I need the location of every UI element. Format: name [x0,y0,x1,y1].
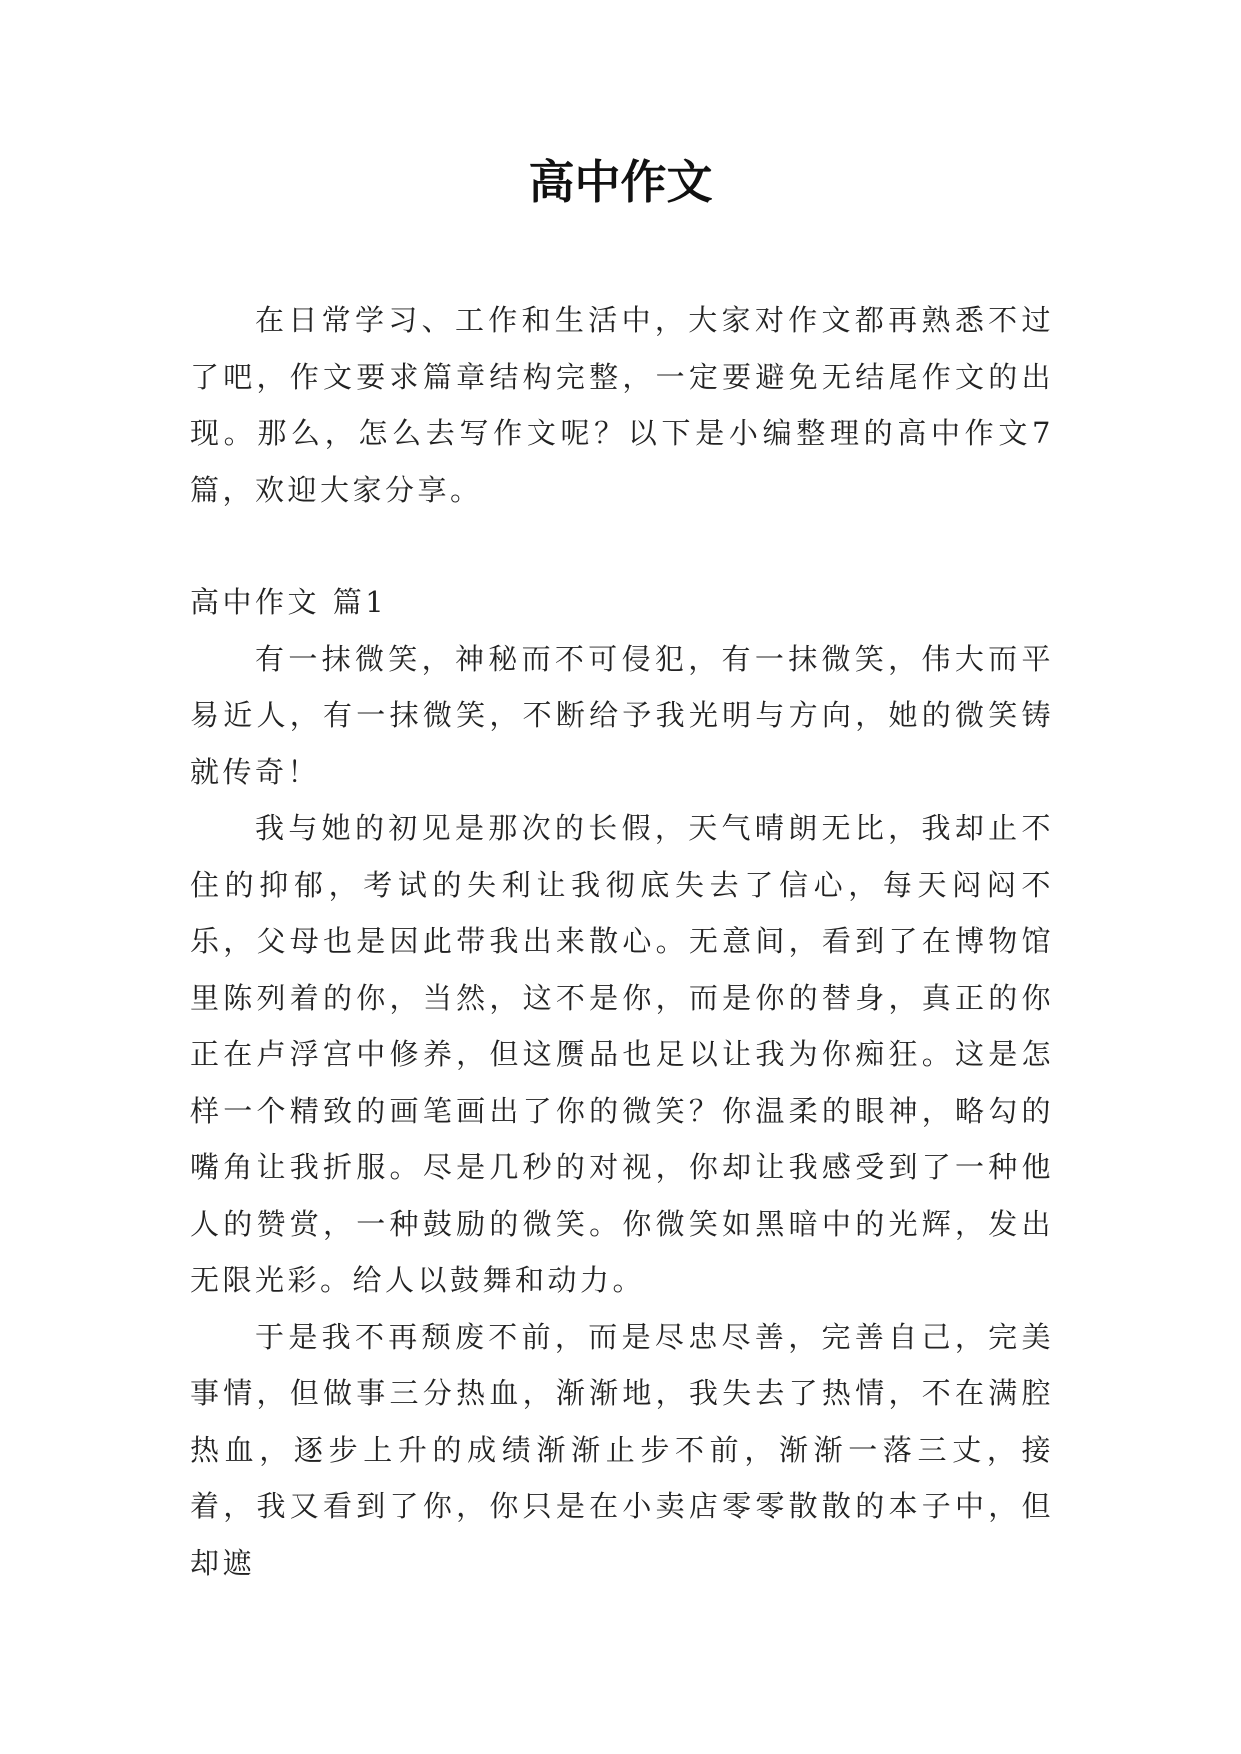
document-body [190,292,1054,1591]
body-paragraph: 有一抹微笑，神秘而不可侵犯，有一抹微笑，伟大而平易近人，有一抹微笑，不断给予我光明与方向，她的微笑铸就传奇！ [190,641,1054,789]
section-heading: 高中作文 篇1 [190,585,388,619]
document-title: 高中作文 [528,155,713,209]
body-paragraph: 于是我不再颓废不前，而是尽忠尽善，完善自己，完美事情，但做事三分热血，渐渐地，我失去了热情，不在满腔热血，逐步上升的成绩渐渐止步不前，渐渐一落三丈，接着，我又看到了你，你只是在小卖店零零散散的本子中，但却遮 [190,1319,1054,1580]
intro-paragraph: 在日常学习、工作和生活中，大家对作文都再熟悉不过了吧，作文要求篇章结构完整，一定要避免无结尾作文的出现。那么，怎么去写作文呢？以下是小编整理的高中作文7篇，欢迎大家分享。 [190,303,1054,507]
body-paragraph: 我与她的初见是那次的长假，天气晴朗无比，我却止不住的抑郁，考试的失利让我彻底失去了信心，每天闷闷不乐，父母也是因此带我出来散心。无意间，看到了在博物馆里陈列着的你，当然，这不是你，而是你的替身，真正的你正在卢浮宫中修养，但这赝品也足以让我为你痴狂。这是怎样一个精致的画笔画出了你的微笑？你温柔的眼神，略勾的嘴角让我折服。尽是几秒的对视，你却让我感受到了一种他人的赞赏，一种鼓励的微笑。你微笑如黑暗中的光辉，发出无限光彩。给人以鼓舞和动力。 [190,811,1054,1297]
